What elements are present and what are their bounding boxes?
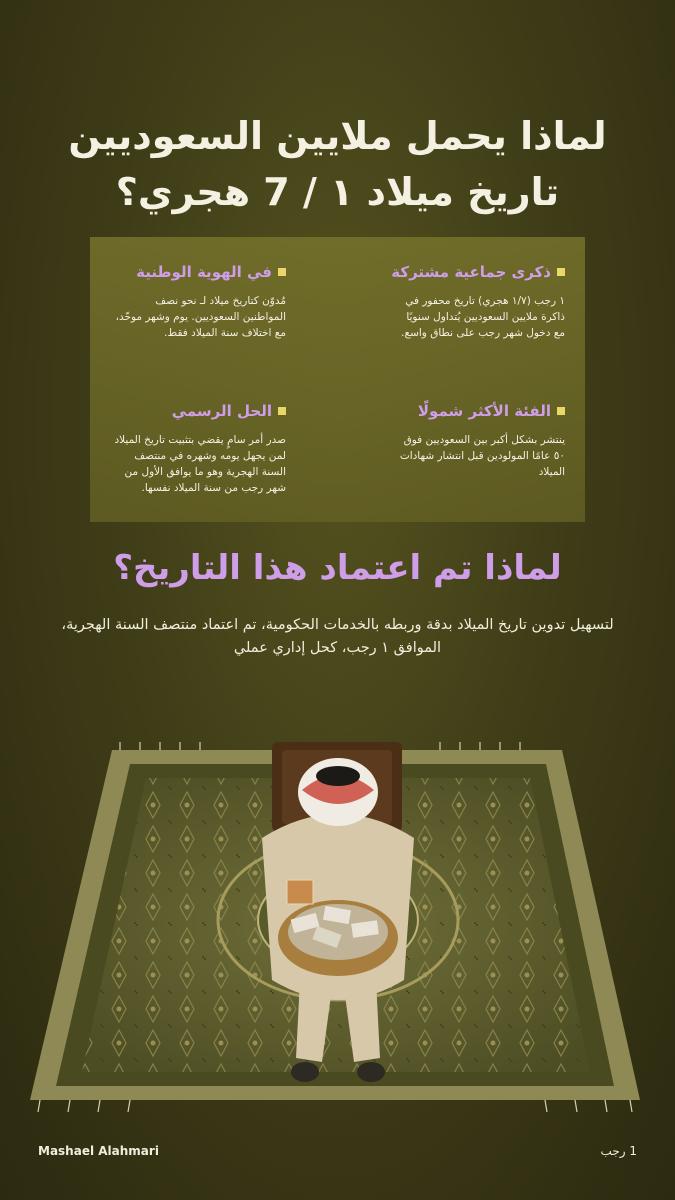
card-heading (393, 263, 565, 281)
card-body: ١ رجب (١/٧ هجري) تاريخ محفور في ذاكرة ملايين السعوديين يُتداول سنويًا مع دخول شهر رجب على نطاق واسع. (401, 295, 565, 339)
small-box (287, 880, 313, 904)
card-most-inclusive-group (393, 402, 565, 480)
card-collective-memory (393, 263, 565, 341)
square-bullet-icon (557, 407, 565, 415)
card-body: صدر أمر سامٍ يقضي بتثبيت تاريخ الميلاد لمن يجهل يومه وشهره في منتصف السنة الهجرية وهو ما يوافق الأول من شهر رجب من سنة الميلاد نفسها. (114, 434, 286, 494)
card-heading (114, 263, 286, 281)
title-line-1: لماذا يحمل ملايين السعوديين (68, 114, 607, 158)
explanation-paragraph: لتسهيل تدوين تاريخ الميلاد بدقة وربطه بالخدمات الحكومية، تم اعتماد منتصف السنة الهجرية، الموافق ١ رجب، كحل إداري عملي (61, 617, 614, 656)
card-body: مُدوّن كتاريخ ميلاد لـ نحو نصف المواطنين السعوديين. يوم وشهر موحّد، مع اختلاف سنة الميلاد فقط. (115, 295, 286, 339)
author-name: Mashael Alahmari (38, 1144, 159, 1158)
card-heading-text: في الهوية الوطنية (136, 263, 272, 281)
main-title (30, 108, 645, 220)
carpet-illustration (0, 720, 675, 1150)
card-heading-text: الفئة الأكثر شمولًا (417, 402, 551, 420)
square-bullet-icon (278, 407, 286, 415)
footer-date: 1 رجب (600, 1144, 637, 1158)
card-heading-text: الحل الرسمي (171, 402, 272, 420)
card-national-id (114, 263, 286, 341)
card-body: ينتشر بشكل أكبر بين السعوديين فوق ٥٠ عامًا المولودين قبل انتشار شهادات الميلاد (399, 434, 565, 478)
card-official-solution (114, 402, 286, 496)
section-subtitle: لماذا تم اعتماد هذا التاريخ؟ (113, 548, 562, 588)
square-bullet-icon (278, 268, 286, 276)
card-heading-text: ذكرى جماعية مشتركة (391, 263, 551, 281)
title-line-2: تاريخ ميلاد ١ / 7 هجري؟ (115, 170, 560, 214)
card-heading (114, 402, 286, 420)
card-heading (393, 402, 565, 420)
square-bullet-icon (557, 268, 565, 276)
